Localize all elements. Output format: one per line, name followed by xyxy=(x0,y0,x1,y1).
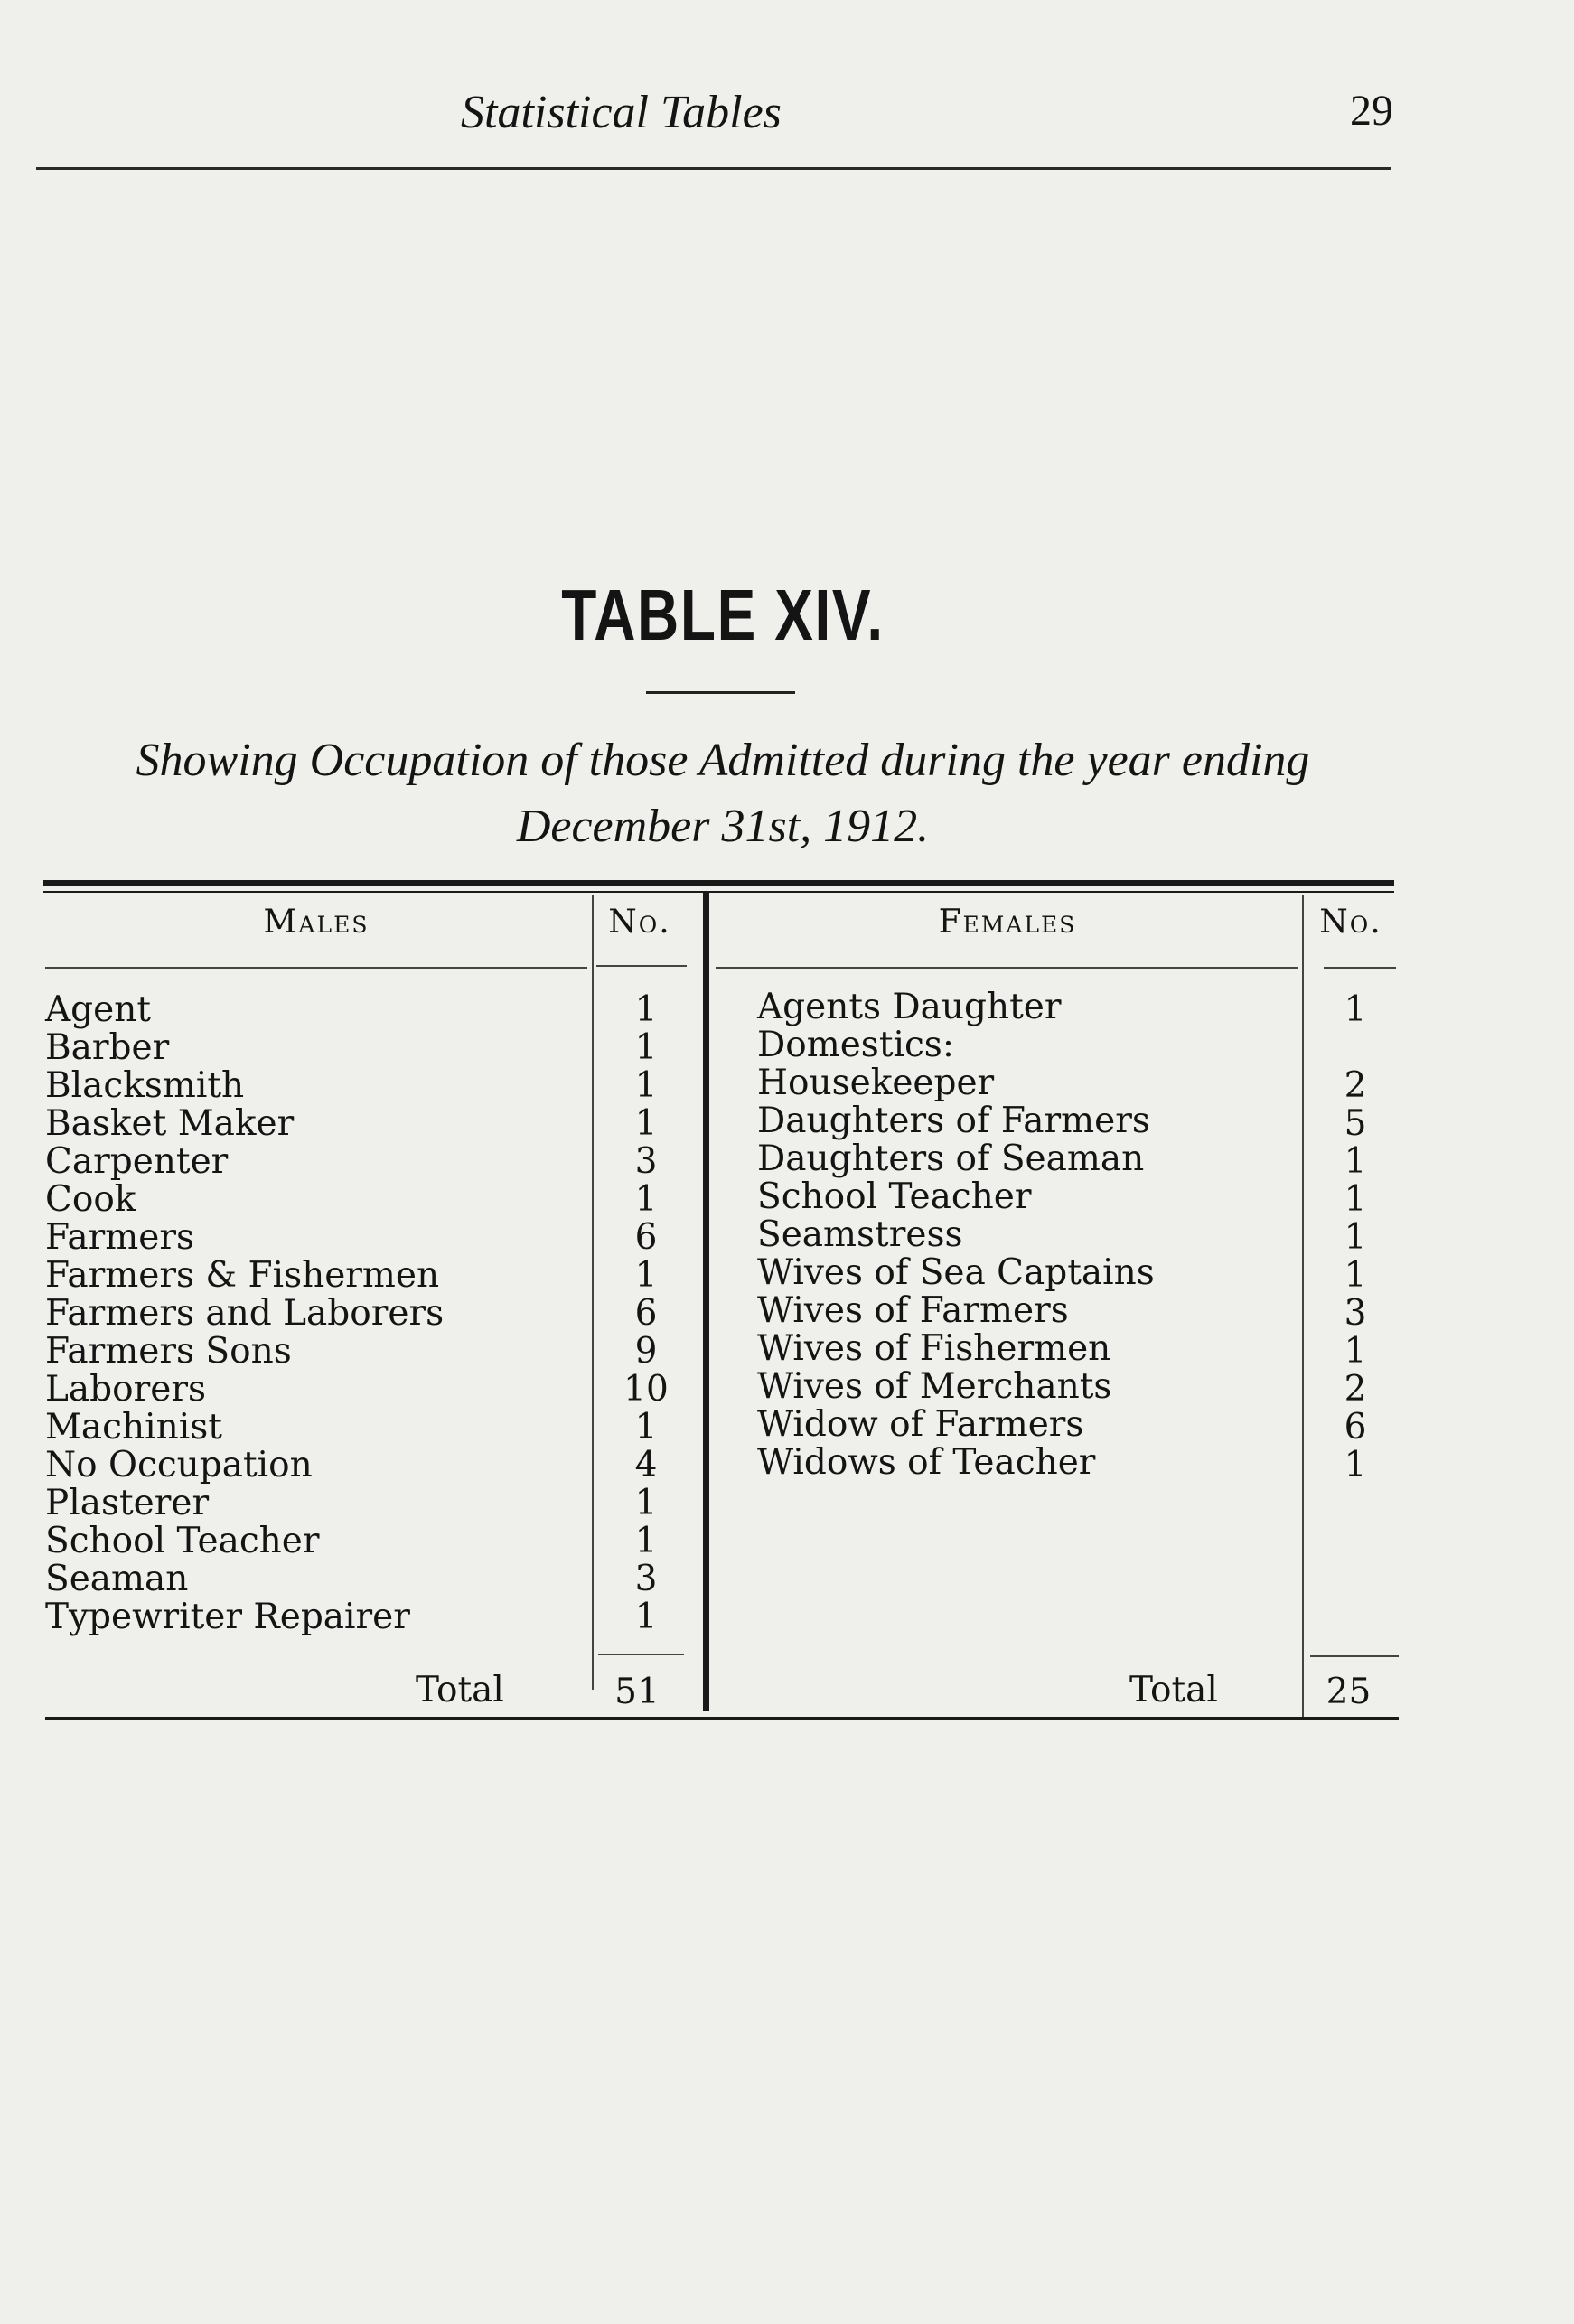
females-occupation: Wives of Merchants xyxy=(757,1366,1112,1407)
table-subtitle-line1: Showing Occupation of those Admitted during the year ending xyxy=(136,735,1310,786)
males-total-value: 51 xyxy=(614,1672,660,1712)
females-total-label: Total xyxy=(1129,1670,1218,1710)
males-occupation: Farmers & Fishermen xyxy=(45,1255,440,1296)
females-occupation: Daughters of Farmers xyxy=(757,1101,1150,1141)
females-count: 3 xyxy=(1344,1293,1367,1334)
males-occupation: Barber xyxy=(45,1027,170,1068)
males-count: 1 xyxy=(634,1103,658,1144)
males-count: 1 xyxy=(634,1255,658,1296)
running-head-title: Statistical Tables xyxy=(461,87,782,138)
title-rule xyxy=(646,691,795,694)
males-count: 9 xyxy=(634,1331,658,1372)
males-column-header: Males xyxy=(263,904,370,941)
males-number-divider xyxy=(592,895,594,1690)
females-occupation: Housekeeper xyxy=(757,1063,995,1103)
males-occupation: No Occupation xyxy=(45,1445,313,1485)
females-occupation: Wives of Fishermen xyxy=(757,1328,1111,1369)
females-occupation: Daughters of Seaman xyxy=(757,1139,1145,1179)
males-no-header-rule xyxy=(596,965,687,967)
header-rule xyxy=(36,167,1391,170)
males-occupation: Farmers xyxy=(45,1217,195,1258)
males-occupation-list xyxy=(45,991,587,1636)
females-count: 1 xyxy=(1344,989,1367,1030)
running-head xyxy=(36,86,1391,149)
males-occupation: School Teacher xyxy=(45,1521,320,1561)
males-occupation: Agent xyxy=(45,989,151,1030)
males-count: 6 xyxy=(634,1217,658,1258)
females-no-column-header: No. xyxy=(1319,904,1382,941)
males-occupation: Carpenter xyxy=(45,1141,229,1182)
males-occupation: Basket Maker xyxy=(45,1103,295,1144)
females-occupation-list xyxy=(757,989,1299,1482)
males-occupation: Laborers xyxy=(45,1369,206,1410)
table-top-rule xyxy=(43,880,1394,886)
males-header-rule xyxy=(45,967,587,969)
males-occupation: Farmers and Laborers xyxy=(45,1293,445,1334)
females-number-list xyxy=(1306,991,1405,1485)
males-sum-rule xyxy=(598,1654,684,1655)
table-subtitle-line2: December 31st, 1912. xyxy=(516,801,930,852)
females-count: 1 xyxy=(1344,1141,1367,1182)
females-occupation: Domestics: xyxy=(757,1025,954,1065)
males-occupation: Machinist xyxy=(45,1407,222,1448)
males-count: 4 xyxy=(634,1445,658,1485)
females-occupation: Widows of Teacher xyxy=(757,1442,1096,1483)
females-header-rule xyxy=(716,967,1298,969)
males-occupation: Blacksmith xyxy=(45,1065,245,1106)
males-occupation: Plasterer xyxy=(45,1483,210,1523)
females-occupation: School Teacher xyxy=(757,1176,1032,1217)
table-center-divider xyxy=(703,893,709,1711)
males-count: 1 xyxy=(634,989,658,1030)
females-occupation: Wives of Sea Captains xyxy=(757,1252,1155,1293)
females-count: 6 xyxy=(1344,1407,1367,1448)
females-number-divider xyxy=(1302,895,1304,1717)
females-count: 1 xyxy=(1344,1217,1367,1258)
females-occupation: Widow of Farmers xyxy=(757,1404,1084,1445)
males-count: 1 xyxy=(634,1407,658,1448)
females-occupation: Wives of Farmers xyxy=(757,1290,1069,1331)
page-number: 29 xyxy=(1350,87,1393,135)
males-count: 1 xyxy=(634,1065,658,1106)
males-count: 1 xyxy=(634,1179,658,1220)
females-count: 1 xyxy=(1344,1331,1367,1372)
table-bottom-rule xyxy=(45,1717,1399,1720)
males-no-column-header: No. xyxy=(608,904,671,941)
males-number-list xyxy=(596,991,696,1636)
females-count: 5 xyxy=(1344,1103,1367,1144)
females-count: 1 xyxy=(1344,1179,1367,1220)
males-count: 1 xyxy=(634,1483,658,1523)
females-occupation: Agents Daughter xyxy=(757,987,1062,1027)
males-total-label: Total xyxy=(416,1670,504,1710)
males-occupation: Typewriter Repairer xyxy=(45,1597,410,1637)
females-no-header-rule xyxy=(1324,967,1396,969)
males-count: 1 xyxy=(634,1521,658,1561)
table-title: TABLE XIV. xyxy=(561,575,885,655)
males-count: 3 xyxy=(634,1141,658,1182)
females-total-value: 25 xyxy=(1326,1672,1372,1712)
males-occupation: Seaman xyxy=(45,1559,189,1599)
females-count: 1 xyxy=(1344,1445,1367,1485)
females-sum-rule xyxy=(1310,1655,1399,1657)
males-occupation: Farmers Sons xyxy=(45,1331,292,1372)
females-column-header: Females xyxy=(938,904,1077,941)
females-count xyxy=(1306,1029,1405,1067)
males-count: 6 xyxy=(634,1293,658,1334)
males-count: 1 xyxy=(634,1027,658,1068)
males-count: 3 xyxy=(634,1559,658,1599)
males-count: 10 xyxy=(623,1369,669,1410)
table-top-rule-thin xyxy=(43,891,1394,893)
females-count: 2 xyxy=(1344,1369,1367,1410)
males-occupation: Cook xyxy=(45,1179,136,1220)
females-occupation: Seamstress xyxy=(757,1214,963,1255)
females-count: 2 xyxy=(1344,1065,1367,1106)
females-count: 1 xyxy=(1344,1255,1367,1296)
males-count: 1 xyxy=(634,1597,658,1637)
